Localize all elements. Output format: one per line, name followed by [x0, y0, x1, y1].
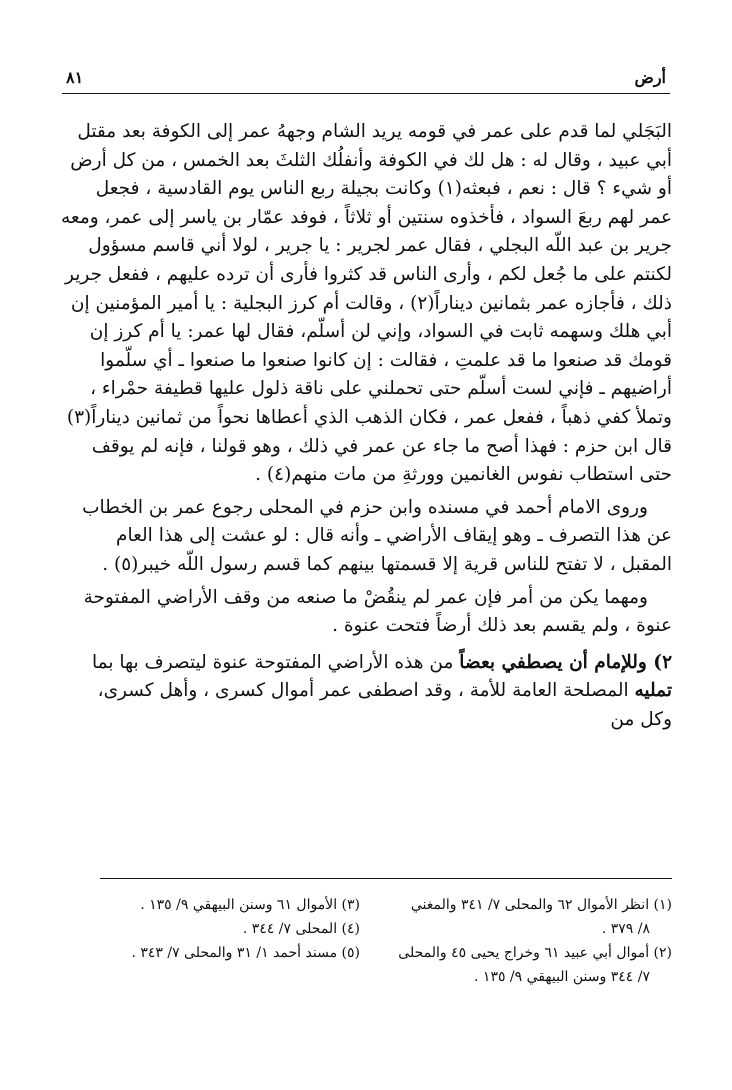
paragraph-4-mid: من هذه الأراضي المفتوحة عنوة ليتصرف بها بما [91, 651, 460, 673]
footnote-1: (١) انظر الأموال ٦٢ والمحلى ٧/ ٣٤١ والمغني [410, 897, 672, 913]
paragraph-4 [60, 649, 672, 735]
footnote-3: (٣) الأموال ٦١ وسنن البيهقي ٩/ ١٣٥ . [140, 897, 360, 913]
running-head: أرض [634, 68, 666, 87]
footnotes [60, 893, 672, 989]
paragraph-2 [60, 494, 672, 580]
footnote-1-cont: ٨/ ٣٧٩ . [601, 921, 650, 937]
footnote-4: (٤) المحلى ٧/ ٣٤٤ . [242, 921, 360, 937]
footnote-2: (٢) أموال أبي عبيد ٦١ وخراج يحيى ٤٥ والمحلى [398, 945, 672, 961]
footnotes-column-left [60, 893, 360, 989]
paragraph-4-rest: المصلحة العامة للأمة ، وقد اصطفى عمر أموال كسرى ، وأهل كسرى، وكل من [97, 680, 672, 730]
page-number: ٨١ [66, 68, 84, 87]
paragraph-2-text: وروى الامام أحمد في مسنده وابن حزم في المحلى رجوع عمر بن الخطاب عن هذا التصرف ـ وهو إيقاف الأراضي ـ وأنه قال : لو عشت إلى هذا العام المقبل ، لا تفتح للناس قرية إلا قسمتها بينهم كما قسم رسول اللّه خيبر(٥) . [82, 496, 672, 575]
paragraph-3-text: ومهما يكن من أمر فإن عمر لم ينقُضْ ما صنعه من وقف الأراضي المفتوحة عنوة ، ولم يقسم بعد ذلك أرضاً فتحت عنوة . [83, 586, 672, 637]
paragraph-1: البَجَلي لما قدم على عمر في قومه يريد الشام وجههُ عمر إلى الكوفة بعد مقتل أبي عبيد ، وقال له : هل لك في الكوفة وأنفلُك الثلثَ بعد الخمس ، من كل أرض أو شيء ؟ قال : نعم ، فبعثه(١) وكانت بجيلة ربع الناس يوم القادسية ، فجعل عمر لهم ربعَ السواد ، فأخذوه سنتين أو ثلاثاً ، فوفد عمّار بن ياسر إلى عمر، ومعه جرير بن عبد اللّه البجلي ، فقال عمر لجرير : يا جرير ، لولا أني قاسم مسؤول لكنتم على ما جُعل لكم ، وأرى الناس قد كثروا فأرى أن ترده عليهم ، ففعل جرير ذلك ، فأجازه عمر بثمانين ديناراً(٢) ، وقالت أم كرز البجلية : يا أمير المؤمنين إن أبي هلك وسهمه ثابت في السواد، وإني لن أسلّم، فقال لها عمر: يا أم كرز إن قومك قد صنعوا ما قد علمتِ ، فقالت : إن كانوا صنعوا ما صنعوا ـ أي سلّموا أراضيهم ـ فإني لست أسلّم حتى تحملني على ناقة ذلول عليها قطيفة حمْراء ، وتملأ كفي ذهباً ، ففعل عمر ، فكان الذهب الذي أعطاها نحواً من ثمانين ديناراً(٣) قال ابن حزم : فهذا أصح ما جاء عن عمر في ذلك ، وهو قولنا ، فإنه لم يوقف حتى استطاب نفوس الغانمين وورثةِ من مات منهم(٤) . [60, 121, 672, 486]
page-header [62, 68, 670, 94]
paragraph-4-bold-word: تمليه [634, 680, 672, 702]
footnotes-column-right [372, 893, 672, 989]
paragraph-4-lead: ٢) وللإمام أن يصطفي بعضاً [459, 651, 672, 673]
footnote-5: (٥) مسند أحمد ١/ ٣١ والمحلى ٧/ ٣٤٣ . [131, 945, 360, 961]
body-text [60, 118, 672, 734]
paragraph-3 [60, 584, 672, 641]
header-rule [62, 93, 670, 94]
footnote-rule [100, 878, 672, 879]
footnote-2-cont: ٧/ ٣٤٤ وسنن البيهقي ٩/ ١٣٥ . [474, 969, 650, 985]
